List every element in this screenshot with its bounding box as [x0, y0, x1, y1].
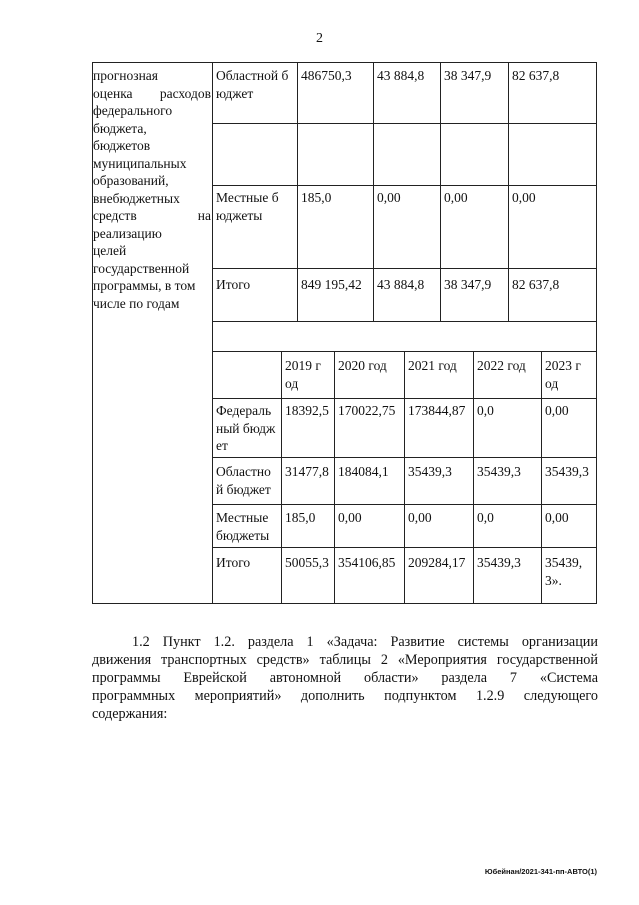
row-label: Областной бюджет: [216, 68, 289, 101]
row-label: Местные бюджеты: [216, 510, 270, 543]
table-cell: 0,00: [377, 190, 401, 205]
table-cell: 82 637,8: [512, 68, 560, 83]
left-desc-line: [93, 85, 211, 103]
table-cell: 170022,75: [338, 403, 396, 418]
row-label: Областной бюджет: [216, 464, 271, 497]
left-desc-line: образований,: [93, 173, 169, 188]
table-cell: 35439,3: [477, 555, 521, 570]
row-label: Итого: [216, 277, 251, 292]
left-desc-line: программы, в том: [93, 278, 196, 293]
column-header: 2023 год: [545, 358, 581, 391]
document-code: Юбейнан/2021-341-пп-АВТО(1): [484, 867, 597, 876]
left-desc-line: государственной: [93, 260, 190, 276]
table-cell: 31477,8: [285, 464, 329, 479]
left-desc-line: реализацию: [93, 225, 162, 241]
table-cell: 354106,85: [338, 555, 396, 570]
left-desc-word: оценка: [93, 85, 133, 101]
table-cell: 0,0: [477, 403, 494, 418]
paragraph-line: содержания:: [92, 706, 168, 722]
table-cell: 38 347,9: [444, 68, 492, 83]
table-cell: 82 637,8: [512, 277, 560, 292]
table-cell: 18392,5: [285, 403, 329, 418]
row-label: Федеральный бюджет: [216, 403, 276, 453]
paragraph-line: 1.2 Пункт 1.2. раздела 1 «Задача: Развитие системы организации: [132, 634, 598, 650]
table-cell: 35439,3: [477, 464, 521, 479]
left-desc-line: прогнозная: [93, 68, 158, 83]
table-cell: 35439,3: [545, 464, 589, 479]
left-desc-line: бюджетов: [93, 138, 151, 153]
table-cell: 43 884,8: [377, 277, 425, 292]
table-cell: 0,00: [444, 190, 468, 205]
row-label: Итого: [216, 555, 251, 570]
left-description-cell: [93, 67, 211, 312]
amendment-paragraph: [92, 633, 598, 723]
row-label: Местные бюджеты: [216, 190, 279, 223]
page-number: 2: [316, 31, 323, 46]
table-cell: 0,00: [545, 510, 569, 525]
column-header: 2022 год: [477, 358, 526, 373]
table-cell: 0,00: [408, 510, 432, 525]
paragraph-line: программных мероприятий» дополнить подпунктом 1.2.9 следующего: [92, 688, 598, 704]
column-header: 2020 год: [338, 358, 387, 373]
table-cell: 35439,3».: [545, 555, 583, 588]
left-desc-line: федерального: [93, 103, 173, 118]
left-desc-line: внебюджетных: [93, 190, 180, 206]
table-cell: 486750,3: [301, 68, 352, 83]
table-cell: 0,00: [512, 190, 536, 205]
table-cell: 43 884,8: [377, 68, 425, 83]
column-header: 2019 год: [285, 358, 321, 391]
table-cell: 0,00: [545, 403, 569, 418]
table-cell: 185,0: [285, 510, 316, 525]
left-desc-line: [93, 207, 211, 225]
left-desc-line: муниципальных: [93, 155, 187, 171]
paragraph-line: движения транспортных средств» таблицы 2 «Мероприятия государственной: [92, 652, 598, 668]
table-cell: 184084,1: [338, 464, 389, 479]
left-desc-line: числе по годам: [93, 295, 180, 311]
left-desc-line: бюджета,: [93, 120, 147, 136]
left-desc-word: расходов: [159, 85, 211, 101]
table-cell: 38 347,9: [444, 277, 492, 292]
left-desc-line: целей: [93, 243, 127, 258]
table-cell: 50055,3: [285, 555, 329, 570]
table-cell: 209284,17: [408, 555, 466, 570]
left-desc-word: средств: [93, 208, 137, 223]
table-cell: 173844,87: [408, 403, 466, 418]
paragraph-line: программы Еврейской автономной области» раздела 7 «Система: [92, 670, 598, 686]
column-header: 2021 год: [408, 358, 457, 373]
left-desc-word: на: [197, 208, 211, 223]
table-cell: 849 195,42: [301, 277, 362, 292]
table-cell: 185,0: [301, 190, 332, 205]
table-cell: 35439,3: [408, 464, 452, 479]
table-cell: 0,0: [477, 510, 494, 525]
table-cell: 0,00: [338, 510, 362, 525]
